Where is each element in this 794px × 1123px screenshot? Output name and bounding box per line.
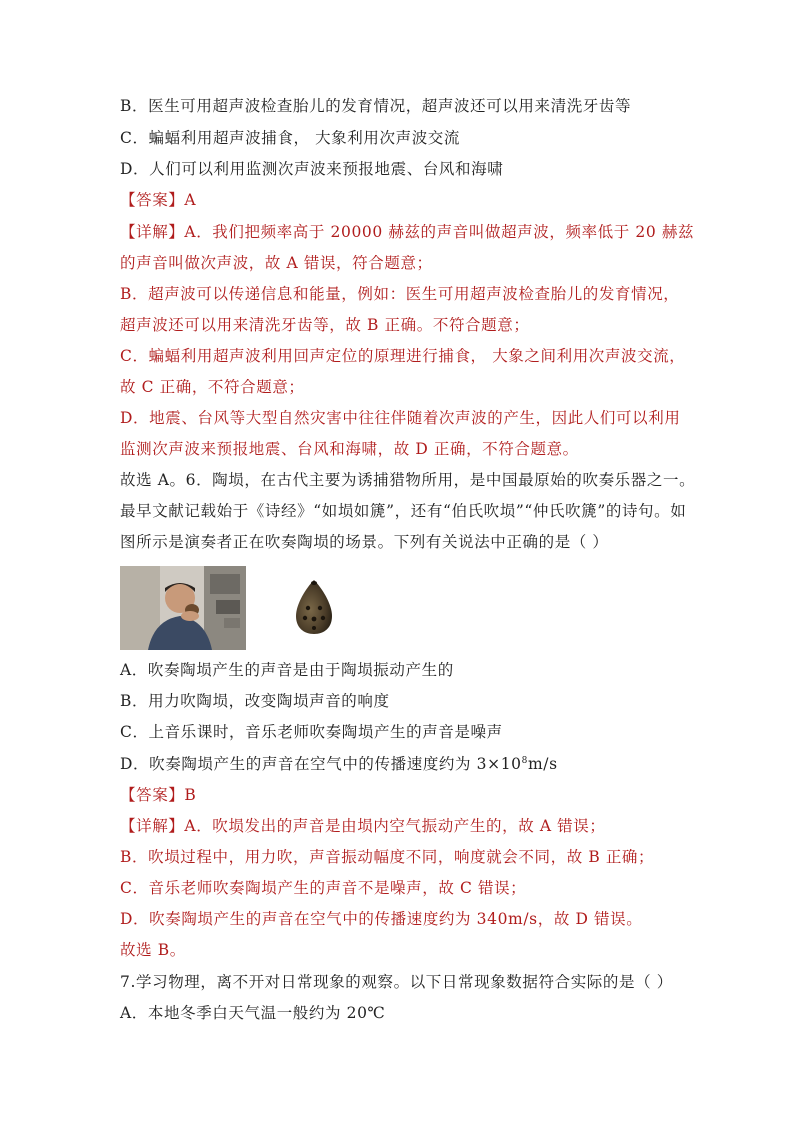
q6-stem-2: 最早文献记载始于《诗经》“如埙如篪”，还有“伯氏吹埙”“仲氏吹篪”的诗句。如	[120, 502, 687, 520]
player-photo	[120, 566, 246, 650]
detail-text: A．吹埙发出的声音是由埙内空气振动产生的，故 A 错误；	[184, 817, 606, 835]
q6-option-d-suffix: m/s	[527, 755, 558, 773]
q7-option-a: A．本地冬季白天气温一般约为 20℃	[120, 1004, 386, 1022]
q6-option-d-exponent: 8	[521, 756, 528, 766]
q6-option-a: A．吹奏陶埙产生的声音是由于陶埙振动产生的	[120, 661, 454, 679]
xun-icon	[286, 578, 342, 636]
q5-conclusion-q6-stem: 故选 A。6．陶埙，在古代主要为诱捕猎物所用，是中国最原始的吹奏乐器之一。	[120, 471, 696, 489]
detail-tag: 【详解】	[120, 817, 185, 835]
q6-conclusion: 故选 B。	[120, 941, 186, 959]
q5-detail-4b: 监测次声波来预报地震、台风和海啸，故 D 正确，不符合题意。	[120, 440, 579, 458]
q5-detail-1	[120, 222, 694, 242]
q6-option-b: B．用力吹陶埙，改变陶埙声音的响度	[120, 692, 390, 710]
detail-text: A．我们把频率高于 20000 赫兹的声音叫做超声波，频率低于 20 赫兹	[184, 223, 695, 241]
xun-drawing	[286, 578, 342, 636]
q7-stem: 7.学习物理，离不开对日常现象的观察。以下日常现象数据符合实际的是（ ）	[120, 973, 673, 991]
q6-detail-3: C．音乐老师吹奏陶埙产生的声音不是噪声，故 C 错误；	[120, 879, 527, 897]
q5-option-b: B．医生可用超声波检查胎儿的发育情况，超声波还可以用来清洗牙齿等	[120, 97, 632, 115]
q6-detail-1	[120, 816, 605, 836]
q6-answer	[120, 785, 196, 805]
player-photo-art	[120, 566, 246, 650]
q6-detail-2: B．吹埙过程中，用力吹，声音振动幅度不同，响度就会不同，故 B 正确；	[120, 848, 655, 866]
q5-option-d: D．人们可以利用监测次声波来预报地震、台风和海啸	[120, 160, 504, 178]
detail-tag: 【详解】	[120, 223, 185, 241]
q6-detail-4: D．吹奏陶埙产生的声音在空气中的传播速度约为 340m/s，故 D 错误。	[120, 910, 643, 928]
q6-stem-3: 图所示是演奏者正在吹奏陶埙的场景。下列有关说法中正确的是（ ）	[120, 533, 609, 551]
q5-detail-1b: 的声音叫做次声波，故 A 错误，符合题意；	[120, 254, 433, 272]
q5-detail-3a: C．蝙蝠利用超声波利用回声定位的原理进行捕食， 大象之间利用次声波交流，	[120, 347, 686, 365]
q5-detail-2a: B．超声波可以传递信息和能量，例如：医生可用超声波检查胎儿的发育情况，	[120, 285, 680, 303]
answer-value: A	[184, 191, 197, 209]
q5-option-c: C．蝙蝠利用超声波捕食， 大象利用次声波交流	[120, 129, 460, 147]
q5-detail-2b: 超声波还可以用来清洗牙齿等，故 B 正确。不符合题意；	[120, 316, 530, 334]
q5-detail-4a: D．地震、台风等大型自然灾害中往往伴随着次声波的产生，因此人们可以利用	[120, 409, 681, 427]
q6-option-d	[120, 754, 558, 774]
q6-option-c: C．上音乐课时，音乐老师吹奏陶埙产生的声音是噪声	[120, 723, 503, 741]
q5-answer	[120, 190, 196, 210]
q5-detail-3b: 故 C 正确，不符合题意；	[120, 378, 305, 396]
answer-tag: 【答案】	[120, 786, 185, 804]
answer-value: B	[184, 786, 197, 804]
answer-tag: 【答案】	[120, 191, 185, 209]
q6-option-d-prefix: D．吹奏陶埙产生的声音在空气中的传播速度约为 3×10	[120, 755, 522, 773]
